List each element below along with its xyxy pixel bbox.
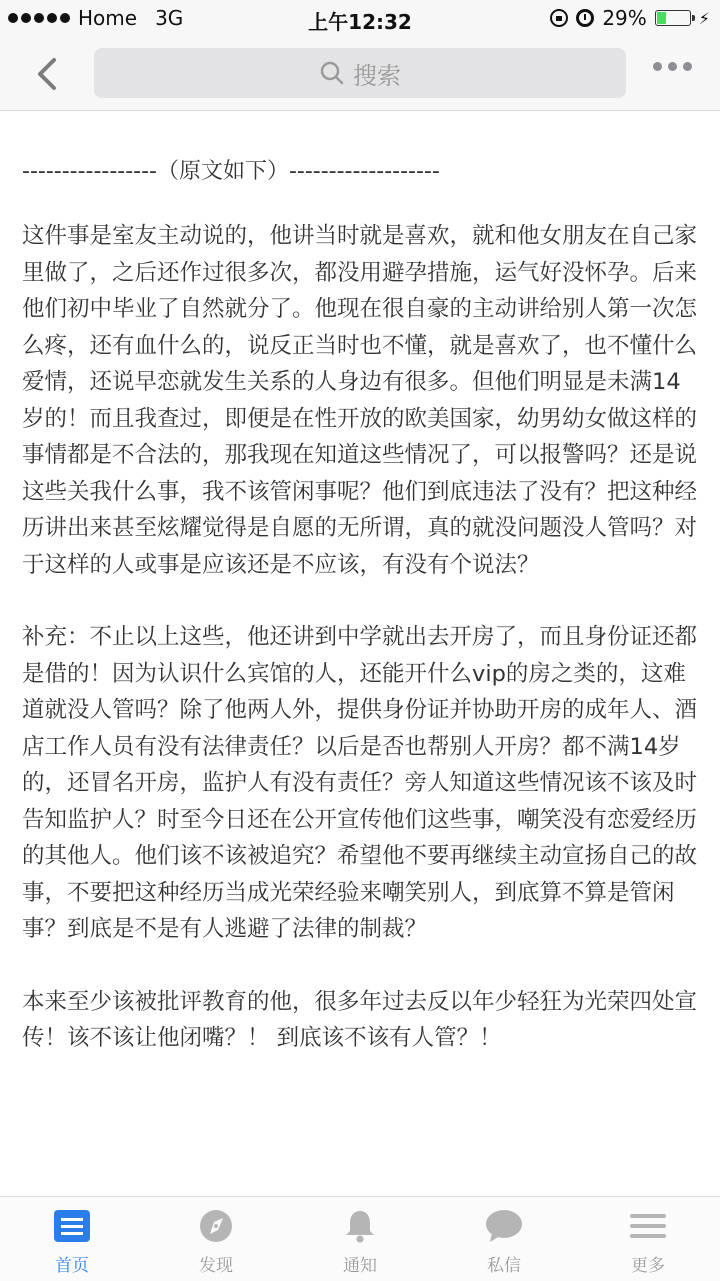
battery-level	[657, 12, 666, 24]
tab-label: 更多	[631, 1256, 665, 1276]
article-paragraph: 本来至少该被批评教育的他，很多年过去反以年少轻狂为光荣四处宣传！该不该让他闭嘴？！ 到底该不该有人管？！	[22, 988, 698, 1051]
charging-icon: ⚡	[698, 8, 710, 28]
rotation-lock-icon	[550, 9, 568, 27]
tab-messages[interactable]	[432, 1197, 576, 1281]
status-right	[550, 6, 710, 30]
more-options-button[interactable]	[653, 62, 692, 71]
search-icon	[319, 60, 345, 86]
tab-home[interactable]	[0, 1197, 144, 1281]
network-type: 3G	[155, 6, 184, 30]
menu-icon	[628, 1209, 668, 1243]
tab-label: 发现	[199, 1256, 233, 1276]
more-dot-icon	[653, 62, 662, 71]
carrier-name: Home	[78, 6, 138, 30]
nav-bar	[0, 38, 720, 111]
more-dot-icon	[683, 62, 692, 71]
tab-bar	[0, 1196, 720, 1281]
tab-label: 首页	[55, 1256, 89, 1276]
chevron-left-icon	[28, 54, 68, 94]
search-input[interactable]	[94, 48, 626, 98]
article-content	[22, 150, 702, 1093]
compass-icon	[196, 1209, 236, 1243]
article-paragraph: 补充：不止以上这些，他还讲到中学就出去开房了，而且身份证还都是借的！因为认识什么宾馆的人，还能开什么vip的房之类的，这难道就没人管吗？除了他两人外，提供身份证并协助开房的成年人、酒店工作人员有没有法律责任？以后是否也帮别人开房？都不满14岁的，还冒名开房，监护人有没有责任？旁人知道这些情况该不该及时告知监护人？时至今日还在公开宣传他们这些事，嘲笑没有恋爱经历的其他人。他们该不该被追究？希望他不要再继续主动宣扬自己的故事，不要把这种经历当成光荣经验来嘲笑别人，到底算不算是管闲事？到底是不是有人逃避了法律的制裁？	[22, 624, 698, 942]
battery-icon	[655, 10, 691, 26]
tab-discover[interactable]	[144, 1197, 288, 1281]
status-time: 上午12:32	[308, 10, 412, 34]
home-icon	[52, 1209, 92, 1243]
tab-notifications[interactable]	[288, 1197, 432, 1281]
alarm-icon	[576, 9, 594, 27]
battery-percent: 29%	[602, 6, 647, 30]
search-placeholder: 搜索	[353, 61, 401, 90]
article-paragraph: 这件事是室友主动说的，他讲当时就是喜欢，就和他女朋友在自己家里做了，之后还作过很多次，都没用避孕措施，运气好没怀孕。后来他们初中毕业了自然就分了。他现在很自豪的主动讲给别人第一次怎么疼，还有血什么的，说反正当时也不懂，就是喜欢了，也不懂什么爱情，还说早恋就发生关系的人身边有很多。但他们明显是未满14岁的！而且我查过，即便是在性开放的欧美国家，幼男幼女做这样的事情都是不合法的，那我现在知道这些情况了，可以报警吗？还是说这些关我什么事，我不该管闲事呢？他们到底违法了没有？把这种经历讲出来甚至炫耀觉得是自愿的无所谓，真的就没问题没人管吗？对于这样的人或事是应该还是不应该，有没有个说法？	[22, 223, 698, 578]
more-dot-icon	[668, 62, 677, 71]
original-text-divider: -----------------（原文如下）-------------------	[22, 159, 440, 184]
tab-label: 私信	[487, 1256, 521, 1276]
status-bar	[0, 0, 720, 38]
tab-more[interactable]	[576, 1197, 720, 1281]
back-button[interactable]	[28, 54, 68, 94]
tab-label: 通知	[343, 1256, 377, 1276]
bell-icon	[340, 1209, 380, 1243]
chat-bubble-icon	[484, 1209, 524, 1243]
